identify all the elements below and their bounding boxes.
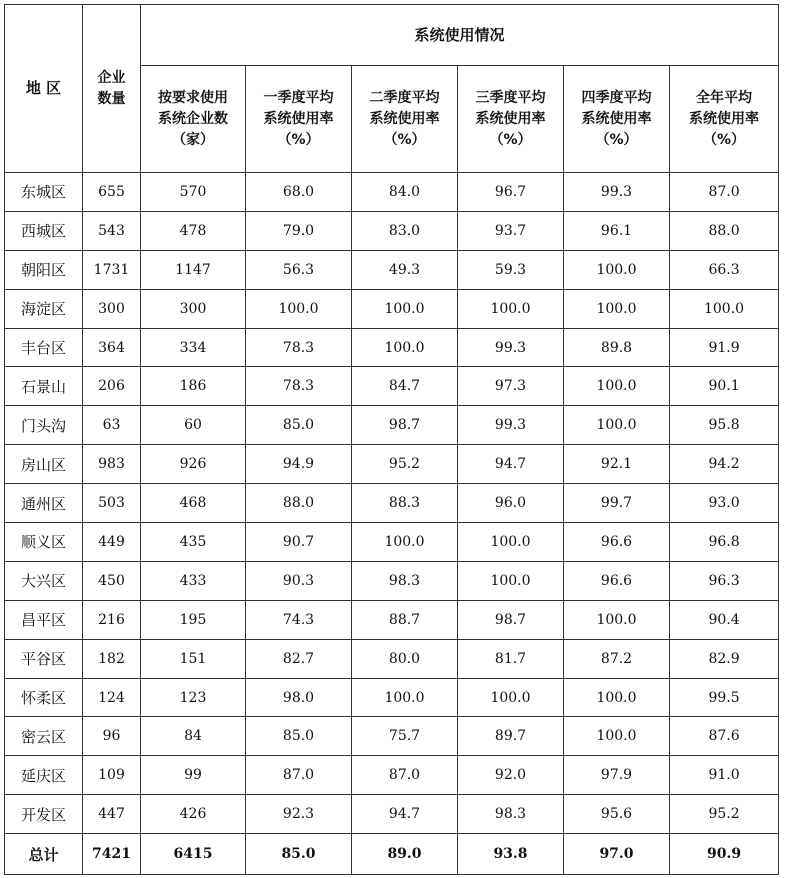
region-cell: 通州区 — [5, 484, 83, 523]
header-q4-rate-l1: 四季度平均 — [581, 89, 652, 106]
q2-rate-cell: 83.0 — [352, 211, 458, 250]
required-enterprises-cell: 426 — [141, 795, 246, 834]
table-row — [5, 250, 779, 289]
q3-rate-cell: 99.3 — [458, 406, 564, 445]
table-row — [5, 523, 779, 562]
enterprise-count-cell: 63 — [83, 406, 141, 445]
enterprise-count-cell: 543 — [83, 211, 141, 250]
header-q1-rate-l1: 一季度平均 — [263, 89, 334, 106]
q1-rate-cell: 78.3 — [246, 328, 352, 367]
required-enterprises-cell: 1147 — [141, 250, 246, 289]
q4-rate-cell: 100.0 — [564, 289, 670, 328]
header-q2-rate-l2: 系统使用率 — [369, 110, 440, 127]
required-enterprises-cell: 6415 — [141, 834, 246, 875]
enterprise-count-cell: 983 — [83, 445, 141, 484]
table-row — [5, 600, 779, 639]
q2-rate-cell: 94.7 — [352, 795, 458, 834]
table-body — [5, 173, 779, 875]
q2-rate-cell: 49.3 — [352, 250, 458, 289]
annual-rate-cell: 90.1 — [670, 367, 779, 406]
q4-rate-cell: 96.6 — [564, 523, 670, 562]
header-count-line1: 企业 — [97, 69, 126, 86]
q1-rate-cell: 100.0 — [246, 289, 352, 328]
enterprise-count-cell: 109 — [83, 756, 141, 795]
enterprise-count-cell: 300 — [83, 289, 141, 328]
enterprise-count-cell: 182 — [83, 639, 141, 678]
region-cell: 朝阳区 — [5, 250, 83, 289]
annual-rate-cell: 90.4 — [670, 600, 779, 639]
annual-rate-cell: 100.0 — [670, 289, 779, 328]
q2-rate-cell: 100.0 — [352, 678, 458, 717]
q3-rate-cell: 100.0 — [458, 523, 564, 562]
q4-rate-cell: 100.0 — [564, 600, 670, 639]
q1-rate-cell: 82.7 — [246, 639, 352, 678]
q1-rate-cell: 79.0 — [246, 211, 352, 250]
annual-rate-cell: 96.3 — [670, 561, 779, 600]
required-enterprises-cell: 99 — [141, 756, 246, 795]
annual-rate-cell: 66.3 — [670, 250, 779, 289]
q3-rate-cell: 96.7 — [458, 173, 564, 212]
header-q4-rate-l3: （%） — [595, 131, 638, 148]
q3-rate-cell: 98.3 — [458, 795, 564, 834]
region-cell: 密云区 — [5, 717, 83, 756]
region-cell: 总计 — [5, 834, 83, 875]
annual-rate-cell: 91.9 — [670, 328, 779, 367]
header-annual-rate-l1: 全年平均 — [696, 89, 753, 106]
enterprise-count-cell: 7421 — [83, 834, 141, 875]
q3-rate-cell: 96.0 — [458, 484, 564, 523]
q4-rate-cell: 99.7 — [564, 484, 670, 523]
required-enterprises-cell: 151 — [141, 639, 246, 678]
region-cell: 海淀区 — [5, 289, 83, 328]
header-annual-rate-l3: （%） — [703, 131, 746, 148]
region-cell: 西城区 — [5, 211, 83, 250]
required-enterprises-cell: 300 — [141, 289, 246, 328]
table-row — [5, 211, 779, 250]
q3-rate-cell: 100.0 — [458, 561, 564, 600]
header-enterprise-count — [83, 5, 141, 173]
q4-rate-cell: 100.0 — [564, 250, 670, 289]
table-row — [5, 406, 779, 445]
q3-rate-cell: 89.7 — [458, 717, 564, 756]
table-row — [5, 561, 779, 600]
header-row-group — [5, 5, 779, 66]
region-cell: 丰台区 — [5, 328, 83, 367]
q3-rate-cell: 81.7 — [458, 639, 564, 678]
enterprise-count-cell: 206 — [83, 367, 141, 406]
required-enterprises-cell: 433 — [141, 561, 246, 600]
table-row — [5, 795, 779, 834]
q1-rate-cell: 68.0 — [246, 173, 352, 212]
region-cell: 怀柔区 — [5, 678, 83, 717]
q3-rate-cell: 98.7 — [458, 600, 564, 639]
q3-rate-cell: 99.3 — [458, 328, 564, 367]
annual-rate-cell: 87.0 — [670, 173, 779, 212]
annual-rate-cell: 99.5 — [670, 678, 779, 717]
header-q2-rate — [352, 66, 458, 173]
q2-rate-cell: 80.0 — [352, 639, 458, 678]
enterprise-count-cell: 449 — [83, 523, 141, 562]
q4-rate-cell: 97.9 — [564, 756, 670, 795]
required-enterprises-cell: 926 — [141, 445, 246, 484]
annual-rate-cell: 96.8 — [670, 523, 779, 562]
header-required-enterprises-l3: （家） — [172, 131, 214, 148]
q1-rate-cell: 92.3 — [246, 795, 352, 834]
region-cell: 大兴区 — [5, 561, 83, 600]
table-row — [5, 678, 779, 717]
q1-rate-cell: 87.0 — [246, 756, 352, 795]
header-q3-rate-l3: （%） — [489, 131, 532, 148]
annual-rate-cell: 88.0 — [670, 211, 779, 250]
enterprise-count-cell: 1731 — [83, 250, 141, 289]
header-q3-rate-l1: 三季度平均 — [475, 89, 546, 106]
q3-rate-cell: 93.7 — [458, 211, 564, 250]
q2-rate-cell: 88.3 — [352, 484, 458, 523]
table-row — [5, 717, 779, 756]
table-row — [5, 289, 779, 328]
q4-rate-cell: 97.0 — [564, 834, 670, 875]
q1-rate-cell: 94.9 — [246, 445, 352, 484]
header-annual-rate — [670, 66, 779, 173]
required-enterprises-cell: 334 — [141, 328, 246, 367]
q3-rate-cell: 92.0 — [458, 756, 564, 795]
required-enterprises-cell: 84 — [141, 717, 246, 756]
required-enterprises-cell: 60 — [141, 406, 246, 445]
enterprise-count-cell: 216 — [83, 600, 141, 639]
header-count-line2: 数量 — [97, 90, 126, 107]
q2-rate-cell: 98.3 — [352, 561, 458, 600]
table-row — [5, 445, 779, 484]
header-q4-rate-l2: 系统使用率 — [581, 110, 652, 127]
q2-rate-cell: 75.7 — [352, 717, 458, 756]
header-required-enterprises-l2: 系统企业数 — [158, 110, 228, 127]
q2-rate-cell: 89.0 — [352, 834, 458, 875]
q3-rate-cell: 93.8 — [458, 834, 564, 875]
required-enterprises-cell: 468 — [141, 484, 246, 523]
region-cell: 延庆区 — [5, 756, 83, 795]
table-row — [5, 639, 779, 678]
region-cell: 开发区 — [5, 795, 83, 834]
total-row — [5, 834, 779, 875]
q2-rate-cell: 84.7 — [352, 367, 458, 406]
annual-rate-cell: 90.9 — [670, 834, 779, 875]
annual-rate-cell: 87.6 — [670, 717, 779, 756]
enterprise-count-cell: 450 — [83, 561, 141, 600]
q2-rate-cell: 100.0 — [352, 328, 458, 367]
q4-rate-cell: 99.3 — [564, 173, 670, 212]
q3-rate-cell: 94.7 — [458, 445, 564, 484]
table-header — [5, 5, 779, 173]
q1-rate-cell: 74.3 — [246, 600, 352, 639]
q1-rate-cell: 90.3 — [246, 561, 352, 600]
header-annual-rate-l2: 系统使用率 — [689, 110, 760, 127]
q3-rate-cell: 100.0 — [458, 289, 564, 328]
q1-rate-cell: 85.0 — [246, 406, 352, 445]
q2-rate-cell: 84.0 — [352, 173, 458, 212]
enterprise-count-cell: 447 — [83, 795, 141, 834]
q2-rate-cell: 100.0 — [352, 289, 458, 328]
header-q3-rate-l2: 系统使用率 — [475, 110, 546, 127]
header-required-enterprises-l1: 按要求使用 — [158, 89, 228, 106]
q2-rate-cell: 87.0 — [352, 756, 458, 795]
required-enterprises-cell: 186 — [141, 367, 246, 406]
header-q3-rate — [458, 66, 564, 173]
data-table-container — [4, 4, 779, 875]
table-row — [5, 484, 779, 523]
annual-rate-cell: 95.2 — [670, 795, 779, 834]
enterprise-count-cell: 96 — [83, 717, 141, 756]
q3-rate-cell: 59.3 — [458, 250, 564, 289]
q2-rate-cell: 100.0 — [352, 523, 458, 562]
table-row — [5, 367, 779, 406]
required-enterprises-cell: 123 — [141, 678, 246, 717]
header-q1-rate-l3: （%） — [277, 131, 320, 148]
header-q2-rate-l3: （%） — [383, 131, 426, 148]
q4-rate-cell: 87.2 — [564, 639, 670, 678]
table-row — [5, 328, 779, 367]
region-cell: 平谷区 — [5, 639, 83, 678]
region-cell: 东城区 — [5, 173, 83, 212]
header-q1-rate — [246, 66, 352, 173]
table-row — [5, 173, 779, 212]
region-cell: 顺义区 — [5, 523, 83, 562]
header-q4-rate — [564, 66, 670, 173]
q2-rate-cell: 88.7 — [352, 600, 458, 639]
system-usage-table — [4, 4, 779, 875]
annual-rate-cell: 82.9 — [670, 639, 779, 678]
header-q2-rate-l1: 二季度平均 — [369, 89, 440, 106]
q1-rate-cell: 85.0 — [246, 834, 352, 875]
q3-rate-cell: 97.3 — [458, 367, 564, 406]
q4-rate-cell: 100.0 — [564, 406, 670, 445]
annual-rate-cell: 91.0 — [670, 756, 779, 795]
required-enterprises-cell: 570 — [141, 173, 246, 212]
q1-rate-cell: 88.0 — [246, 484, 352, 523]
q4-rate-cell: 89.8 — [564, 328, 670, 367]
annual-rate-cell: 94.2 — [670, 445, 779, 484]
enterprise-count-cell: 655 — [83, 173, 141, 212]
q4-rate-cell: 100.0 — [564, 367, 670, 406]
q2-rate-cell: 95.2 — [352, 445, 458, 484]
enterprise-count-cell: 364 — [83, 328, 141, 367]
q3-rate-cell: 100.0 — [458, 678, 564, 717]
q4-rate-cell: 95.6 — [564, 795, 670, 834]
header-q1-rate-l2: 系统使用率 — [263, 110, 334, 127]
required-enterprises-cell: 195 — [141, 600, 246, 639]
header-region: 地 区 — [5, 5, 83, 173]
required-enterprises-cell: 435 — [141, 523, 246, 562]
header-usage-group: 系统使用情况 — [141, 5, 779, 66]
q4-rate-cell: 100.0 — [564, 678, 670, 717]
q4-rate-cell: 92.1 — [564, 445, 670, 484]
required-enterprises-cell: 478 — [141, 211, 246, 250]
q4-rate-cell: 100.0 — [564, 717, 670, 756]
header-required-enterprises — [141, 66, 246, 173]
q1-rate-cell: 56.3 — [246, 250, 352, 289]
q1-rate-cell: 78.3 — [246, 367, 352, 406]
q4-rate-cell: 96.1 — [564, 211, 670, 250]
q1-rate-cell: 90.7 — [246, 523, 352, 562]
annual-rate-cell: 93.0 — [670, 484, 779, 523]
q1-rate-cell: 85.0 — [246, 717, 352, 756]
q4-rate-cell: 96.6 — [564, 561, 670, 600]
q1-rate-cell: 98.0 — [246, 678, 352, 717]
region-cell: 昌平区 — [5, 600, 83, 639]
enterprise-count-cell: 503 — [83, 484, 141, 523]
annual-rate-cell: 95.8 — [670, 406, 779, 445]
q2-rate-cell: 98.7 — [352, 406, 458, 445]
region-cell: 房山区 — [5, 445, 83, 484]
enterprise-count-cell: 124 — [83, 678, 141, 717]
region-cell: 门头沟 — [5, 406, 83, 445]
table-row — [5, 756, 779, 795]
region-cell: 石景山 — [5, 367, 83, 406]
